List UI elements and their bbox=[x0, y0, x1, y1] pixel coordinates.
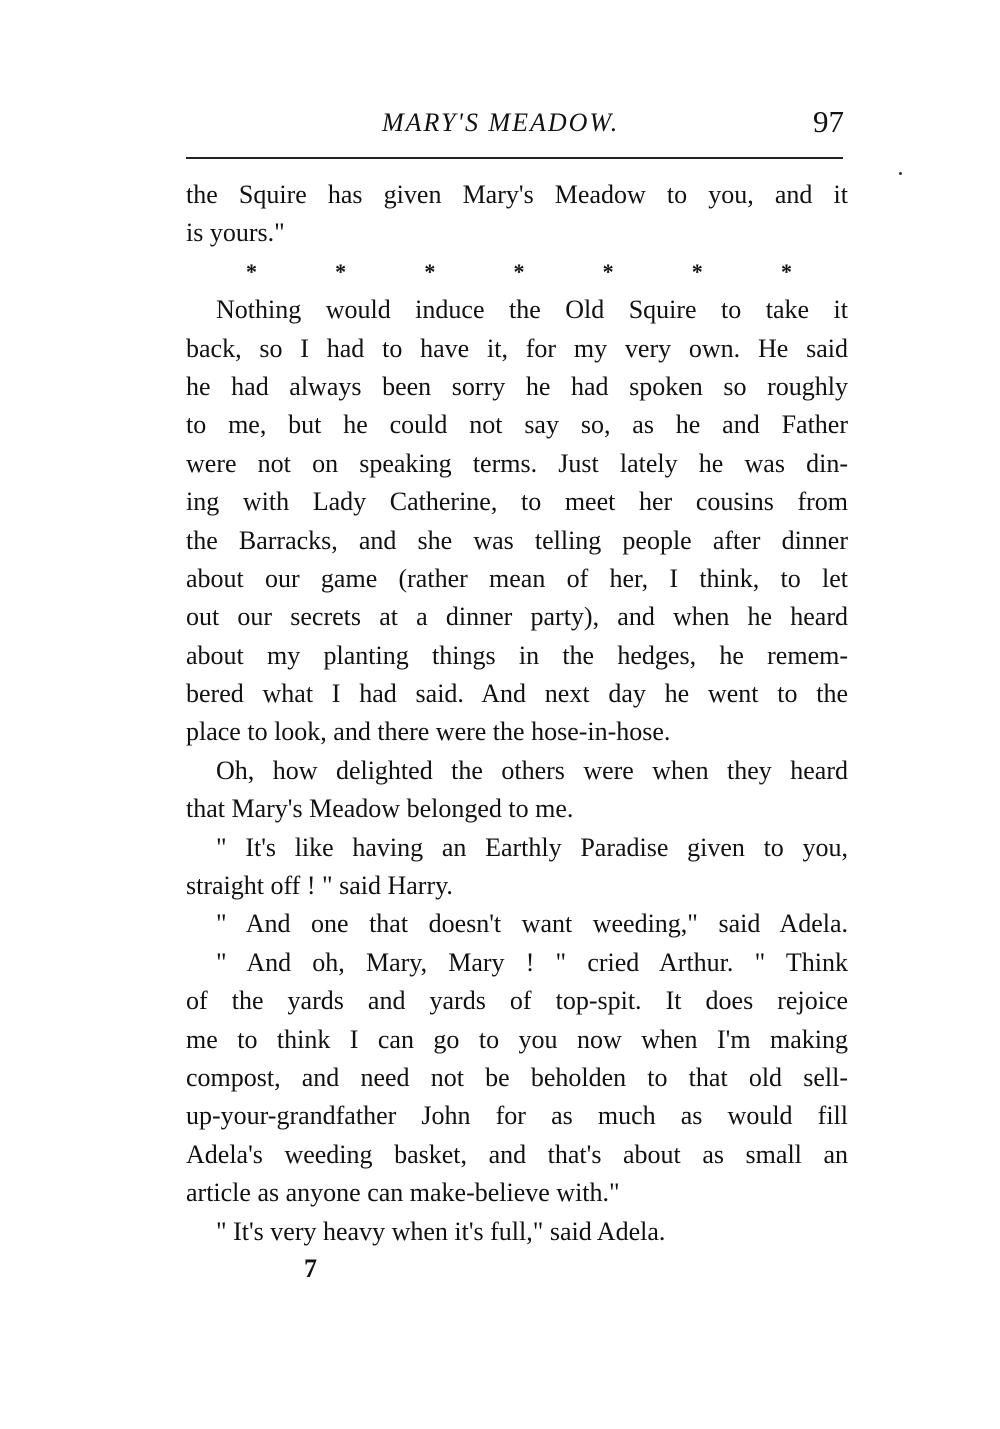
section-break-star: * bbox=[335, 258, 347, 284]
text-line: about our game (rather mean of her, I think, to let bbox=[186, 563, 848, 593]
section-break-star: * bbox=[246, 258, 257, 284]
section-break-star: * bbox=[424, 258, 436, 284]
text-line: is yours." bbox=[186, 218, 285, 248]
text-line: place to look, and there were the hose-in-hose. bbox=[186, 717, 671, 747]
page-number: 97 bbox=[813, 104, 844, 139]
text-line: Adela's weeding basket, and that's about as small an bbox=[186, 1139, 848, 1169]
text-line: that Mary's Meadow belonged to me. bbox=[186, 794, 574, 824]
text-line: to me, but he could not say so, as he and Father bbox=[186, 410, 848, 440]
header-rule bbox=[186, 157, 843, 159]
text-line: " It's like having an Earthly Paradise given to you, bbox=[216, 832, 848, 862]
text-line: " It's very heavy when it's full," said Adela. bbox=[216, 1216, 666, 1246]
running-title: MARY'S MEADOW. bbox=[382, 108, 620, 137]
section-break-star: * bbox=[513, 258, 525, 284]
text-line: about my planting things in the hedges, he remem- bbox=[186, 640, 848, 670]
text-line: he had always been sorry he had spoken so roughly bbox=[186, 371, 848, 401]
text-line: the Barracks, and she was telling people after dinner bbox=[186, 525, 848, 555]
text-line: " And oh, Mary, Mary ! " cried Arthur. " Think bbox=[216, 947, 848, 977]
running-head bbox=[186, 102, 848, 146]
section-break bbox=[186, 253, 848, 291]
text-line: back, so I had to have it, for my very own. He said bbox=[186, 333, 848, 363]
text-line: straight off ! " said Harry. bbox=[186, 871, 453, 901]
text-line: compost, and need not be beholden to that old sell- bbox=[186, 1062, 848, 1092]
section-break-star: * bbox=[691, 258, 703, 284]
text-line: out our secrets at a dinner party), and when he heard bbox=[186, 602, 848, 632]
ink-speck bbox=[899, 172, 902, 175]
text-line: Nothing would induce the Old Squire to take it bbox=[216, 295, 848, 325]
text-line: the Squire has given Mary's Meadow to you, and it bbox=[186, 180, 848, 209]
body-text bbox=[186, 176, 848, 1251]
text-line: of the yards and yards of top-spit. It does rejoice bbox=[186, 986, 848, 1016]
text-line: bered what I had said. And next day he went to the bbox=[186, 679, 848, 709]
text-line: were not on speaking terms. Just lately he was din- bbox=[186, 448, 848, 478]
text-line: me to think I can go to you now when I'm making bbox=[186, 1024, 848, 1054]
text-line: " And one that doesn't want weeding," said Adela. bbox=[216, 909, 848, 939]
text-line: ing with Lady Catherine, to meet her cousins from bbox=[186, 487, 848, 517]
text-line: Oh, how delighted the others were when they heard bbox=[216, 755, 848, 785]
section-break-star: * bbox=[780, 258, 792, 284]
signature-mark: 7 bbox=[304, 1254, 317, 1283]
text-line: article as anyone can make-believe with." bbox=[186, 1178, 620, 1208]
text-line: up-your-grandfather John for as much as would fill bbox=[186, 1101, 848, 1131]
section-break-star: * bbox=[602, 258, 614, 284]
